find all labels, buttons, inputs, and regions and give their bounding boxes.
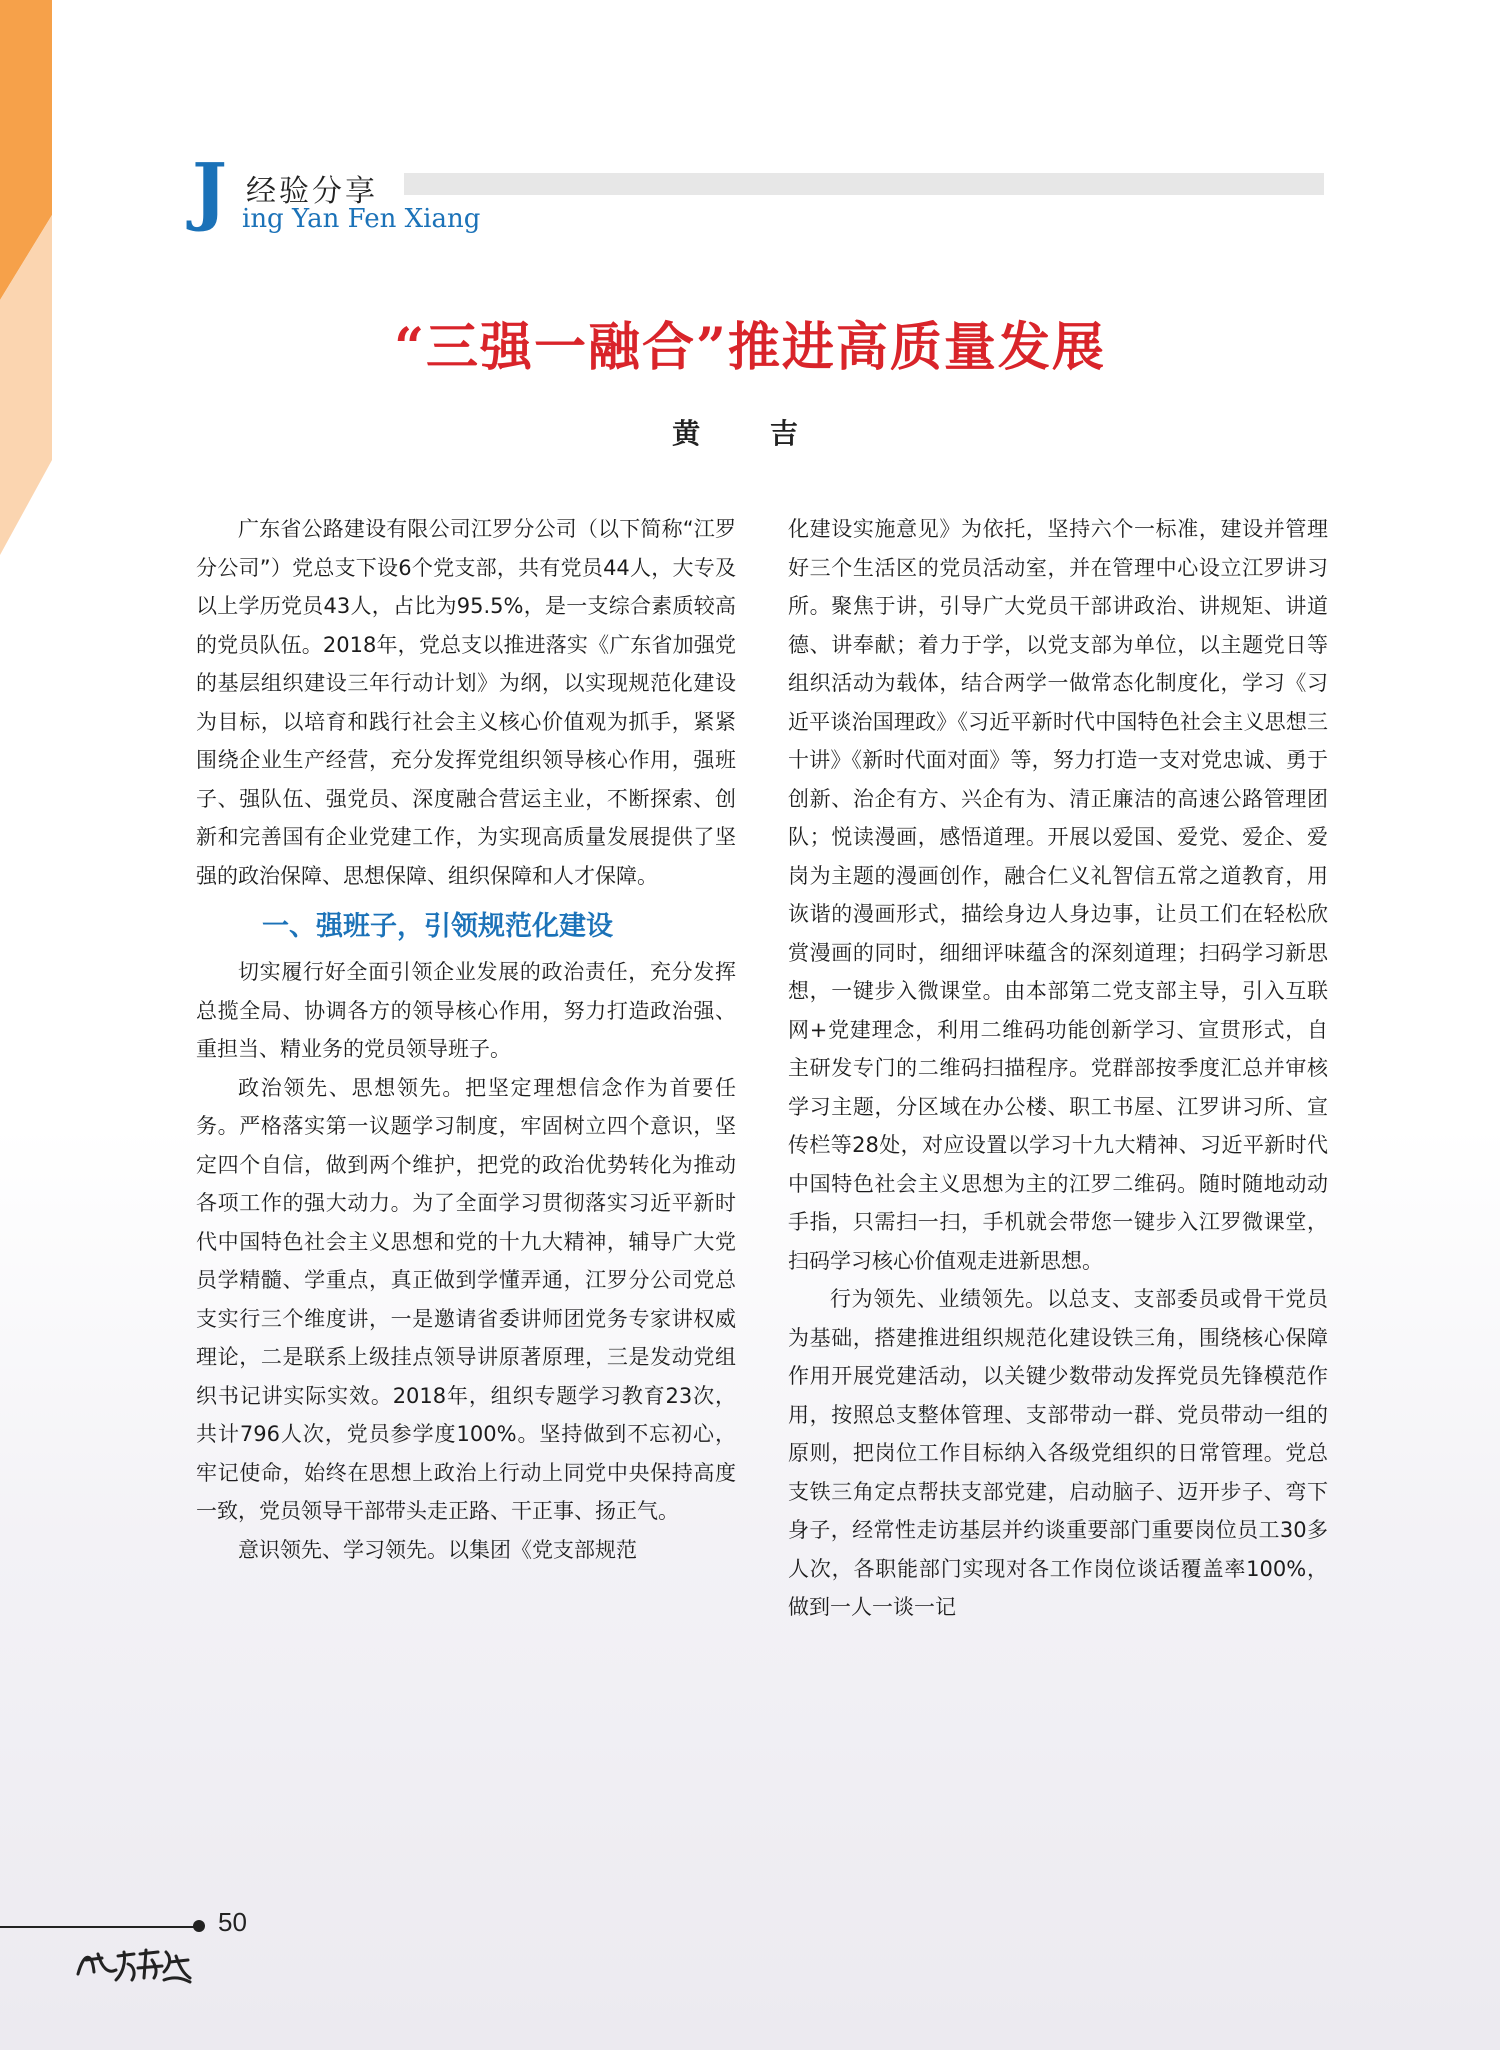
paragraph: 行为领先、业绩领先。以总支、支部委员或骨干党员为基础，搭建推进组织规范化建设铁三角，围绕核心保障作用开展党建活动，以关键少数带动发挥党员先锋模范作用，按照总支整体管理、支部带动一群、党员带动一组的原则，把岗位工作目标纳入各级党组织的日常管理。党总支铁三角定点帮扶支部党建，启动脑子、迈开步子、弯下身子，经常性走访基层并约谈重要部门重要岗位员工30多人次，各职能部门实现对各工作岗位谈话覆盖率100%，做到一人一谈一记: [788, 1287, 1328, 1619]
header-bar: [404, 173, 1324, 195]
magazine-logo: [72, 1944, 192, 1986]
paragraph: 意识领先、学习领先。以集团《党支部规范: [238, 1537, 637, 1562]
paragraph: 广东省公路建设有限公司江罗分公司（以下简称“江罗分公司”）党总支下设6个党支部，共有党员44人，大专及以上学历党员43人，占比为95.5%，是一支综合素质较高的党员队伍。2018年，党总支以推进落实《广东省加强党的基层组织建设三年行动计划》为纲，以实现规范化建设为目标，以培育和践行社会主义核心价值观为抓手，紧紧围绕企业生产经营，充分发挥党组织领导核心作用，强班子、强队伍、强党员、深度融合营运主业，不断探索、创新和完善国有企业党建工作，为实现高质量发展提供了坚强的政治保障、思想保障、组织保障和人才保障。: [196, 517, 736, 888]
side-decoration: [0, 0, 60, 560]
right-column: [788, 510, 1328, 1627]
section-title-en: ing Yan Fen Xiang: [242, 204, 481, 234]
section-heading: 一、强班子，引领规范化建设: [262, 911, 613, 942]
left-column: [196, 510, 736, 1569]
paragraph: 政治领先、思想领先。把坚定理想信念作为首要任务。严格落实第一议题学习制度，牢固树立四个意识，坚定四个自信，做到两个维护，把党的政治优势转化为推动各项工作的强大动力。为了全面学习贯彻落实习近平新时代中国特色社会主义思想和党的十九大精神，辅导广大党员学精髓、学重点，真正做到学懂弄通，江罗分公司党总支实行三个维度讲，一是邀请省委讲师团党务专家讲权威理论，二是联系上级挂点领导讲原著原理，三是发动党组织书记讲实际实效。2018年，组织专题学习教育23次，共计796人次，党员参学度100%。坚持做到不忘初心，牢记使命，始终在思想上政治上行动上同党中央保持高度一致，党员领导干部带头走正路、干正事、扬正气。: [196, 1075, 736, 1523]
section-header: [192, 148, 1324, 240]
paragraph: 化建设实施意见》为依托，坚持六个一标准，建设并管理好三个生活区的党员活动室，并在管理中心设立江罗讲习所。聚焦于讲，引导广大党员干部讲政治、讲规矩、讲道德、讲奉献；着力于学，以党支部为单位，以主题党日等组织活动为载体，结合两学一做常态化制度化，学习《习近平谈治国理政》《习近平新时代中国特色社会主义思想三十讲》《新时代面对面》等，努力打造一支对党忠诚、勇于创新、治企有方、兴企有为、清正廉洁的高速公路管理团队；悦读漫画，感悟道理。开展以爱国、爱党、爱企、爱岗为主题的漫画创作，融合仁义礼智信五常之道教育，用诙谐的漫画形式，描绘身边人身边事，让员工们在轻松欣赏漫画的同时，细细评味蕴含的深刻道理；扫码学习新思想，一键步入微课堂。由本部第二党支部主导，引入互联网+党建理念，利用二维码功能创新学习、宣贯形式，自主研发专门的二维码扫描程序。党群部按季度汇总并审核学习主题，分区域在办公楼、职工书屋、江罗讲习所、宣传栏等28处，对应设置以学习十九大精神、习近平新时代中国特色社会主义思想为主的江罗二维码。随时随地动动手指，只需扫一扫，手机就会带您一键步入江罗微课堂，扫码学习核心价值观走进新思想。: [788, 517, 1328, 1273]
paragraph: 切实履行好全面引领企业发展的政治责任，充分发挥总揽全局、协调各方的领导核心作用，努力打造政治强、重担当、精业务的党员领导班子。: [196, 960, 736, 1061]
article-author: 黄 吉: [672, 417, 828, 450]
footer-rule: [0, 1926, 195, 1928]
article-title: “三强一融合”推进高质量发展: [394, 317, 1106, 378]
section-initial: J: [192, 148, 228, 234]
footer-dot: [193, 1920, 205, 1932]
page-number: 50: [218, 1907, 247, 1937]
section-title-cn: 经验分享: [246, 174, 378, 209]
